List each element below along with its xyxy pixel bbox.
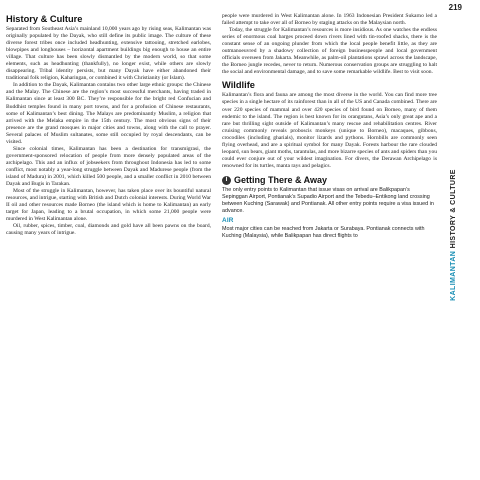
getting-there-title: Getting There & Away <box>234 174 328 185</box>
history-paragraph: Since colonial times, Kalimantan has been a destination for transmigrasi, the government-sponsored relocation of people from more densely populated areas of the archipelago. This and an influx of jobseekers from throughout Indonesia has led to some conflict, most notably a year-long struggle between Dayak and Madurese people (from the island of Madura) in 2001, which killed 500 people, and a smaller conflict in 2010 between Dayak and Bugis in Tarakan. <box>6 145 211 188</box>
info-icon: i <box>222 176 231 185</box>
history-culture-heading: History & Culture <box>6 14 83 24</box>
side-section-tab <box>447 150 461 320</box>
history-paragraph: Oil, rubber, spices, timber, coal, diamonds and gold have all been pawns on the board, causing many years of intrigue. <box>6 223 211 237</box>
left-column <box>6 13 211 237</box>
getting-there-header <box>222 176 437 185</box>
air-subheading: AIR <box>222 216 234 224</box>
page-number: 219 <box>448 3 462 12</box>
wildlife-heading: Wildlife <box>222 80 255 91</box>
history-paragraph: Separated from Southeast Asia’s mainland 10,000 years ago by rising seas, Kalimantan was originally populated by the Dayak, who still define its public image. The culture of these diverse forest tribes once included headhunting, extensive tattooing, stretched earlobes, blowpipes and longhouses – horizontal apartment buildings big enough to house an entire village. That culture has been slowly dismantled by the modern world, so that some elements, such as headhunting (thankfully), no longer exist, while others are slowly disappearing. Tribal identity persists, but many Dayak have either abandoned their traditional folk religion, Kaharingan, or combined it with Christianity (or Islam). <box>6 26 211 82</box>
getting-there-intro: The only entry points to Kalimantan that issue visas on arrival are Balikpapan’s Sepinggan Airport, Pontianak’s Supadio Airport and the Tebedu–Entikong land crossing between Kuching (Sarawak) and Pontianak. All other entry points require a visa issued in advance. <box>222 186 434 214</box>
history-paragraph: Most of the struggle in Kalimantan, however, has taken place over its bountiful natural resources, and intrigue, starting with British and Dutch colonial interests. During World War II oil and other resources made Borneo (the island which is home to Kalimantan) an early target for Japan, leading to a brutal occupation, in which some 21,000 people were murdered in West Kalimantan alone. <box>6 188 211 223</box>
getting-there-sidebar <box>222 176 437 240</box>
side-tab-region: KALIMANTAN <box>450 250 457 301</box>
history-continued-paragraph: people were murdered in West Kalimantan alone. In 1963 Indonesian President Sukarno led a failed attempt to take over all of Borneo by staging attacks on the Malaysian north. <box>222 13 437 27</box>
history-continued-paragraph: Today, the struggle for Kalimantan’s resources is more insidious. As one watches the endless series of enormous coal barges proceed down rivers lined with tin-roofed shacks, there is the constant sense of an ongoing plunder from which the local people benefit little, as they are outmanoeuvred by a shadowy collection of foreign businesspeople and local government officials overseen from Jakarta. Meanwhile, as palm-oil plantations sprawl across the landscape, the Borneo jungle recedes, never to return. Numerous conservation groups are struggling to halt the social and environmental damage, and to save some remarkable wildlife. Best to visit soon. <box>222 27 437 76</box>
air-paragraph: Most major cities can be reached from Jakarta or Surabaya. Pontianak connects with Kuching (Malaysia), while Balikpapan has direct flights to <box>222 225 425 239</box>
history-paragraph: In addition to the Dayak, Kalimantan contains two other large ethnic groups: the Chinese and the Malay. The Chinese are the region’s most successful merchants, having traded in Kalimantan since at least 300 BC. They’re responsible for the bright red Confucian and Buddhist temples found in many port towns, and for a profusion of Chinese restaurants, some of Kalimantan’s best dining. The Malays are predominantly Muslim, a religion that arrived with the Melaka empire in the 15th century. The most obvious signs of their presence are the grand mosques in major cities and towns, along with the call to prayer. Several palaces of Muslim sultanates, some still occupied by royal descendants, can be visited. <box>6 82 211 145</box>
right-column <box>222 13 437 240</box>
side-tab-section: HISTORY & CULTURE <box>450 169 457 249</box>
wildlife-paragraph: Kalimantan’s flora and fauna are among the most diverse in the world. You can find more tree species in a single hectare of its rainforest than in all of the US and Canada combined. There are over 220 species of mammal and over 420 species of bird found on Borneo, many of them endemic to the island. The region is best known for its orangutans, Asia’s only great ape and a rare but thrilling sight outside of Kalimantan’s many rescue and rehabilitation centres. River cruising commonly reveals proboscis monkeys (unique to Borneo), macaques, gibbons, crocodiles (including gharials), monitor lizards and pythons. Hornbills are commonly seen flying overhead, and are a spiritual symbol for many Dayak. Forests harbour the rare clouded leopard, sun bears, giant moths, tarantulas, and more bizarre species of ants and spiders than you could ever conjure out of your wildest imagination. For divers, the Derawan Archipelago is renowned for its turtles, manta rays and pelagics. <box>222 92 437 169</box>
